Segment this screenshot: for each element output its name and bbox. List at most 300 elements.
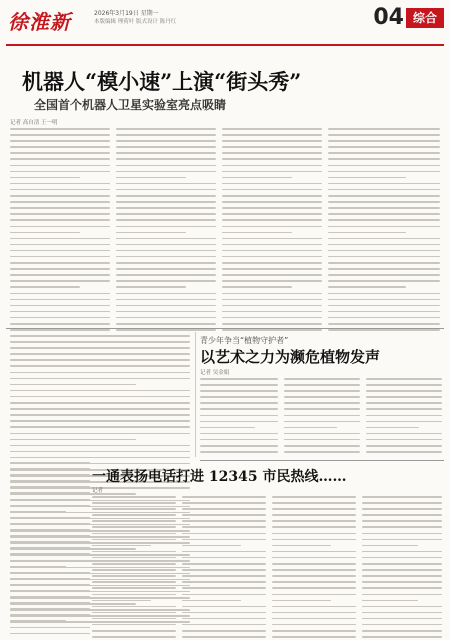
text-line: [10, 620, 66, 622]
text-line: [328, 305, 440, 307]
text-line: [362, 520, 442, 522]
subheadline-robot: 全国首个机器人卫星实验室亮点吸睛: [34, 98, 227, 112]
text-line: [200, 427, 255, 429]
text-line: [182, 618, 266, 620]
text-line: [10, 329, 110, 331]
text-line: [92, 636, 176, 638]
text-line: [222, 329, 322, 331]
text-line: [116, 262, 216, 264]
text-line: [222, 171, 322, 173]
robot-column-4: [328, 128, 440, 335]
text-line: [182, 636, 266, 638]
text-line: [284, 408, 360, 410]
text-line: [10, 523, 90, 525]
section-divider: [6, 328, 444, 329]
text-line: [116, 152, 216, 154]
text-line: [284, 402, 360, 404]
text-line: [272, 575, 356, 577]
headline-robot: 机器人“模小速”上演“街头秀”: [22, 69, 302, 94]
text-line: [362, 569, 442, 571]
text-line: [328, 183, 440, 185]
text-line: [182, 514, 266, 516]
text-line: [10, 439, 136, 441]
text-line: [10, 547, 90, 549]
text-line: [10, 207, 110, 209]
text-line: [284, 378, 360, 380]
text-line: [366, 445, 442, 447]
text-line: [10, 505, 90, 507]
text-line: [10, 584, 90, 586]
text-line: [284, 390, 360, 392]
text-line: [10, 189, 110, 191]
text-line: [10, 177, 80, 179]
text-line: [10, 323, 110, 325]
text-line: [10, 535, 90, 537]
text-line: [362, 539, 442, 541]
text-line: [272, 539, 356, 541]
text-line: [10, 517, 90, 519]
text-line: [10, 627, 90, 629]
text-line: [10, 262, 110, 264]
text-line: [222, 152, 322, 154]
text-line: [10, 158, 110, 160]
text-line: [200, 390, 278, 392]
text-line: [328, 323, 440, 325]
text-line: [222, 293, 322, 295]
text-line: [116, 134, 216, 136]
text-line: [272, 624, 356, 626]
text-line: [222, 213, 322, 215]
text-line: [10, 511, 66, 513]
text-line: [366, 421, 442, 423]
text-line: [222, 238, 322, 240]
text-line: [10, 553, 90, 555]
text-line: [92, 502, 176, 504]
text-line: [10, 274, 110, 276]
text-line: [222, 262, 322, 264]
text-line: [10, 396, 190, 398]
text-line: [272, 496, 356, 498]
text-line: [116, 268, 216, 270]
text-line: [116, 146, 216, 148]
text-line: [182, 533, 266, 535]
text-line: [362, 496, 442, 498]
text-line: [366, 402, 442, 404]
text-line: [182, 557, 266, 559]
text-line: [366, 396, 442, 398]
text-line: [116, 244, 216, 246]
hotline-column-1: [92, 496, 176, 640]
text-line: [362, 606, 442, 608]
text-line: [362, 563, 442, 565]
robot-column-2: [116, 128, 216, 335]
text-line: [10, 499, 90, 501]
text-line: [200, 378, 278, 380]
text-line: [222, 189, 322, 191]
text-line: [92, 533, 176, 535]
text-line: [284, 421, 360, 423]
text-line: [92, 569, 176, 571]
text-line: [328, 189, 440, 191]
text-line: [182, 606, 266, 608]
text-line: [222, 311, 322, 313]
text-line: [222, 207, 322, 209]
text-line: [222, 177, 292, 179]
text-line: [10, 146, 110, 148]
text-line: [116, 219, 216, 221]
text-line: [362, 630, 442, 632]
text-line: [10, 414, 190, 416]
text-line: [366, 439, 442, 441]
text-line: [182, 594, 266, 596]
text-line: [116, 195, 216, 197]
text-line: [284, 445, 360, 447]
text-line: [272, 618, 356, 620]
text-line: [328, 201, 440, 203]
text-line: [92, 575, 176, 577]
text-line: [272, 545, 331, 547]
text-line: [366, 415, 442, 417]
text-line: [116, 183, 216, 185]
text-line: [222, 317, 322, 319]
text-line: [116, 299, 216, 301]
text-line: [328, 262, 440, 264]
text-line: [92, 496, 176, 498]
text-line: [92, 563, 176, 565]
newspaper-logo: 徐淮新: [8, 10, 71, 34]
text-line: [10, 134, 110, 136]
text-line: [328, 238, 440, 240]
text-line: [222, 226, 322, 228]
text-line: [328, 134, 440, 136]
text-line: [182, 508, 266, 510]
text-line: [10, 433, 190, 435]
text-line: [328, 140, 440, 142]
text-line: [10, 311, 110, 313]
text-line: [92, 581, 176, 583]
byline-hotline: 记者: [92, 488, 104, 494]
text-line: [10, 445, 190, 447]
text-line: [362, 575, 442, 577]
text-line: [222, 134, 322, 136]
text-line: [10, 578, 90, 580]
text-line: [272, 508, 356, 510]
text-line: [200, 396, 278, 398]
text-line: [200, 415, 278, 417]
masthead: [0, 0, 450, 46]
text-line: [10, 256, 110, 258]
text-line: [182, 624, 266, 626]
kicker-plant: 青少年争当“植物守护者”: [200, 336, 289, 345]
text-line: [200, 384, 278, 386]
text-line: [116, 171, 216, 173]
text-line: [10, 293, 110, 295]
text-line: [182, 526, 266, 528]
text-line: [362, 612, 442, 614]
text-line: [362, 587, 442, 589]
text-line: [92, 612, 176, 614]
text-line: [284, 439, 360, 441]
headline-hotline: 一通表扬电话打进 12345 市民热线……: [92, 469, 347, 485]
robot-column-1: [10, 128, 110, 335]
text-line: [182, 520, 266, 522]
text-line: [200, 445, 278, 447]
text-line: [222, 286, 292, 288]
text-line: [116, 311, 216, 313]
plant-column-3: [366, 378, 442, 457]
text-line: [272, 520, 356, 522]
text-line: [92, 587, 176, 589]
text-line: [10, 238, 110, 240]
text-line: [222, 140, 322, 142]
text-line: [362, 514, 442, 516]
text-line: [272, 612, 356, 614]
text-line: [92, 520, 176, 522]
text-line: [10, 408, 190, 410]
text-line: [116, 128, 216, 130]
text-line: [10, 250, 110, 252]
text-line: [272, 594, 356, 596]
text-line: [222, 323, 322, 325]
text-line: [366, 433, 442, 435]
text-line: [182, 587, 266, 589]
text-line: [362, 581, 442, 583]
text-line: [92, 606, 176, 608]
text-line: [10, 152, 110, 154]
text-line: [116, 213, 216, 215]
text-line: [200, 421, 278, 423]
text-line: [366, 390, 442, 392]
text-line: [10, 608, 90, 610]
text-line: [272, 636, 356, 638]
text-line: [182, 502, 266, 504]
text-line: [10, 183, 110, 185]
issue-date: 2026年3月19日 星期一: [94, 10, 159, 17]
text-line: [328, 286, 406, 288]
text-line: [272, 533, 356, 535]
text-line: [10, 359, 190, 361]
text-line: [362, 508, 442, 510]
text-line: [116, 226, 216, 228]
text-line: [116, 250, 216, 252]
text-line: [116, 274, 216, 276]
text-line: [272, 600, 331, 602]
text-line: [284, 415, 360, 417]
text-line: [366, 378, 442, 380]
text-line: [328, 256, 440, 258]
text-line: [272, 502, 356, 504]
text-line: [284, 451, 360, 453]
text-line: [10, 426, 190, 428]
text-line: [200, 402, 278, 404]
text-line: [116, 305, 216, 307]
text-line: [182, 496, 266, 498]
text-line: [222, 305, 322, 307]
text-line: [362, 600, 418, 602]
text-line: [272, 569, 356, 571]
text-line: [272, 606, 356, 608]
text-line: [10, 299, 110, 301]
text-line: [10, 486, 90, 488]
text-line: [10, 286, 80, 288]
text-line: [222, 219, 322, 221]
text-line: [328, 250, 440, 252]
text-line: [362, 502, 442, 504]
robot-column-3: [222, 128, 322, 335]
text-line: [10, 566, 66, 568]
text-line: [10, 420, 190, 422]
text-line: [222, 183, 322, 185]
text-line: [10, 602, 90, 604]
text-line: [222, 299, 322, 301]
text-line: [362, 545, 418, 547]
text-line: [328, 226, 440, 228]
text-line: [222, 274, 322, 276]
text-line: [116, 280, 216, 282]
editor-line: 本版编辑 理荷叶 版式设计 陈丹红: [94, 19, 177, 25]
text-line: [10, 128, 110, 130]
text-line: [328, 177, 406, 179]
text-line: [182, 545, 241, 547]
text-line: [182, 612, 266, 614]
text-line: [362, 533, 442, 535]
text-line: [328, 207, 440, 209]
text-line: [92, 594, 176, 596]
text-line: [222, 128, 322, 130]
text-line: [10, 529, 90, 531]
text-line: [200, 439, 278, 441]
byline-plant: 记者 吴金娟: [200, 370, 230, 376]
text-line: [272, 587, 356, 589]
text-line: [10, 596, 90, 598]
text-line: [328, 274, 440, 276]
text-line: [272, 563, 356, 565]
text-line: [362, 551, 442, 553]
text-line: [328, 311, 440, 313]
text-line: [362, 526, 442, 528]
text-line: [92, 508, 176, 510]
text-line: [10, 226, 110, 228]
text-line: [284, 384, 360, 386]
hotline-column-4: [362, 496, 442, 640]
text-line: [222, 165, 322, 167]
plant-column-1: [200, 378, 278, 457]
text-line: [116, 238, 216, 240]
text-line: [10, 244, 110, 246]
text-line: [10, 353, 190, 355]
text-line: [116, 140, 216, 142]
text-line: [328, 171, 440, 173]
text-line: [328, 293, 440, 295]
text-line: [10, 390, 190, 392]
text-line: [182, 600, 241, 602]
text-line: [362, 624, 442, 626]
text-line: [116, 207, 216, 209]
text-line: [10, 633, 90, 635]
text-line: [222, 280, 322, 282]
masthead-rule: [6, 44, 444, 46]
text-line: [116, 329, 216, 331]
text-line: [182, 575, 266, 577]
text-line: [272, 557, 356, 559]
text-line: [10, 317, 110, 319]
text-line: [10, 384, 136, 386]
hotline-divider: [200, 460, 444, 461]
text-line: [10, 280, 110, 282]
text-line: [10, 268, 110, 270]
text-line: [328, 128, 440, 130]
text-line: [10, 614, 90, 616]
text-line: [10, 195, 110, 197]
text-line: [10, 305, 110, 307]
text-line: [182, 539, 266, 541]
text-line: [92, 545, 151, 547]
text-line: [222, 232, 292, 234]
text-line: [116, 293, 216, 295]
text-line: [272, 514, 356, 516]
text-line: [200, 451, 278, 453]
column-divider: [195, 332, 196, 457]
text-line: [10, 480, 90, 482]
byline-robot: 记者 高自清 王一明: [10, 120, 58, 126]
text-line: [92, 624, 176, 626]
text-line: [366, 427, 419, 429]
text-line: [10, 372, 190, 374]
text-line: [10, 462, 90, 464]
text-line: [362, 557, 442, 559]
text-line: [328, 152, 440, 154]
text-line: [284, 427, 337, 429]
text-line: [92, 600, 151, 602]
text-line: [272, 551, 356, 553]
text-line: [10, 468, 90, 470]
text-line: [222, 195, 322, 197]
text-line: [328, 165, 440, 167]
text-line: [116, 201, 216, 203]
text-line: [10, 560, 90, 562]
text-line: [362, 594, 442, 596]
text-line: [116, 317, 216, 319]
text-line: [10, 451, 190, 453]
text-line: [10, 165, 110, 167]
text-line: [116, 232, 186, 234]
text-line: [328, 244, 440, 246]
text-line: [10, 219, 110, 221]
page-number: 04: [373, 5, 404, 30]
text-line: [10, 347, 190, 349]
text-line: [272, 526, 356, 528]
text-line: [116, 256, 216, 258]
section-badge: 综合: [406, 8, 444, 28]
text-line: [328, 232, 406, 234]
text-line: [10, 402, 190, 404]
text-line: [328, 280, 440, 282]
text-line: [222, 146, 322, 148]
text-line: [116, 323, 216, 325]
text-line: [92, 526, 176, 528]
text-line: [92, 630, 176, 632]
text-line: [362, 618, 442, 620]
text-line: [10, 457, 190, 459]
text-line: [222, 244, 322, 246]
text-line: [182, 551, 266, 553]
text-line: [10, 341, 190, 343]
text-line: [272, 581, 356, 583]
plant-column-2: [284, 378, 360, 457]
text-line: [328, 219, 440, 221]
text-line: [284, 433, 360, 435]
text-line: [116, 286, 186, 288]
